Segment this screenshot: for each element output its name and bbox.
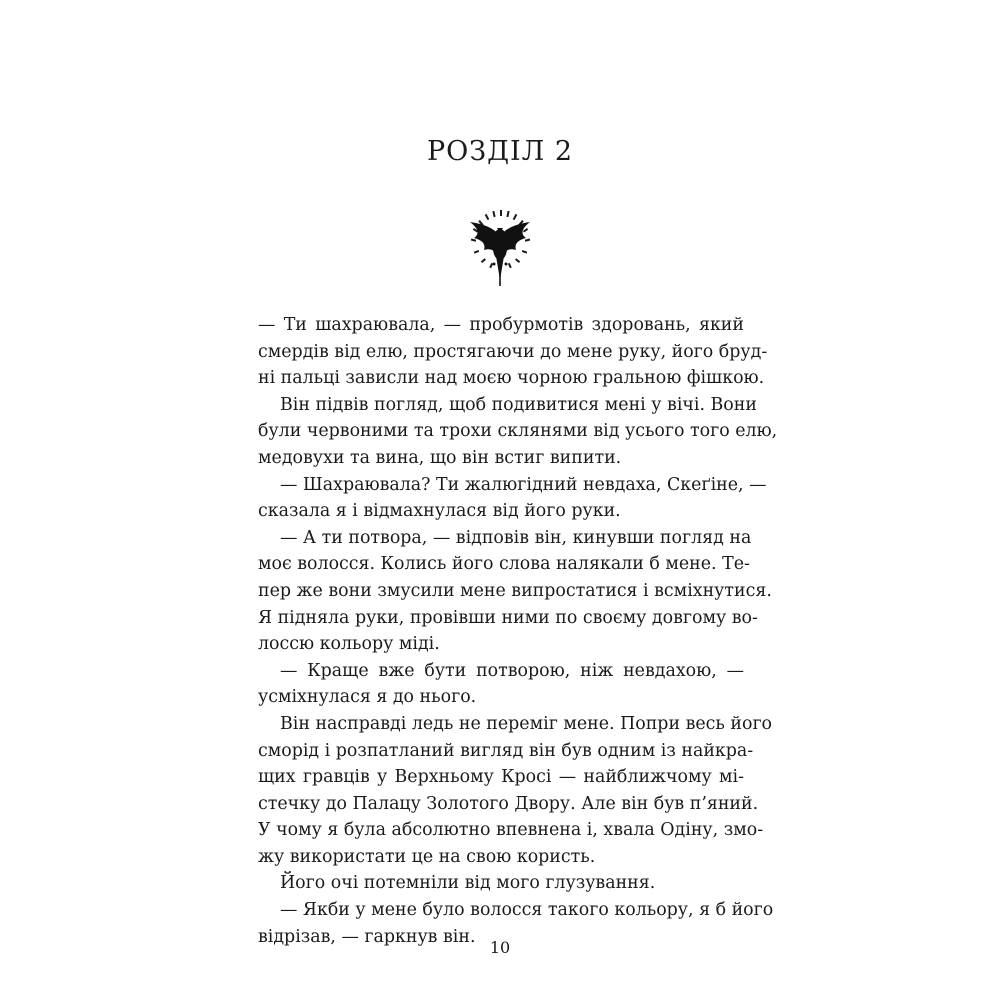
text-line: відрізав, — гаркнув він. bbox=[258, 926, 476, 947]
text-line: стечку до Палацу Золотого Двору. Але він був п’яний. bbox=[258, 793, 759, 814]
text-line: моє волосся. Колись його слова налякали б мене. Те- bbox=[258, 554, 750, 575]
text-line: щих гравців у Верхньому Кросі — найближчому мі- bbox=[258, 767, 744, 788]
text-line: — Якби у мене було волосся такого кольору, я б його bbox=[280, 900, 774, 921]
text-line: усміхнулася я до нього. bbox=[258, 687, 477, 708]
text-line: лоссю кольору міді. bbox=[258, 634, 440, 655]
text-line: — Ти шахраювала, — пробурмотів здоровань, який bbox=[258, 315, 744, 335]
text-line: Він насправді ледь не переміг мене. Попри весь його bbox=[280, 713, 773, 734]
text-line: — Краще вже бути потворою, ніж невдахою, — bbox=[280, 660, 744, 681]
text-line: ні пальці зависли над моєю чорною гральною фішкою. bbox=[258, 368, 765, 389]
text-line: медовухи та вина, що він встиг випити. bbox=[258, 447, 622, 468]
text-line: були червоними та трохи склянями від усього того елю, bbox=[258, 421, 778, 442]
text-line: сказала я і відмахнулася від його руки. bbox=[258, 501, 621, 522]
chapter-title: РОЗДІЛ 2 bbox=[426, 136, 574, 167]
body-text bbox=[258, 312, 778, 950]
text-line: — А ти потвора, — відповів він, кинувши погляд на bbox=[280, 527, 752, 548]
text-line: жу використати це на свою користь. bbox=[258, 846, 596, 867]
page-number: 10 bbox=[489, 938, 511, 957]
text-line: смердів від елю, простягаючи до мене руку, його бруд- bbox=[258, 341, 768, 362]
text-line: Його очі потемніли від мого глузування. bbox=[280, 873, 656, 894]
text-line: Він підвів погляд, щоб подивитися мені у вічі. Вони bbox=[280, 394, 757, 415]
text-line: Я підняла руки, провівши ними по своєму довгому во- bbox=[258, 607, 758, 628]
raven-rune-emblem-icon bbox=[450, 198, 550, 290]
text-line: пер же вони змусили мене випростатися і всміхнутися. bbox=[258, 580, 772, 601]
text-line: — Шахраювала? Ти жалюгідний невдаха, Скеґіне, — bbox=[280, 474, 767, 495]
text-line: У чому я була абсолютно впевнена і, хвала Одіну, змо- bbox=[258, 820, 764, 841]
text-line: сморід і розпатланий вигляд він був одним із найкра- bbox=[258, 740, 754, 761]
